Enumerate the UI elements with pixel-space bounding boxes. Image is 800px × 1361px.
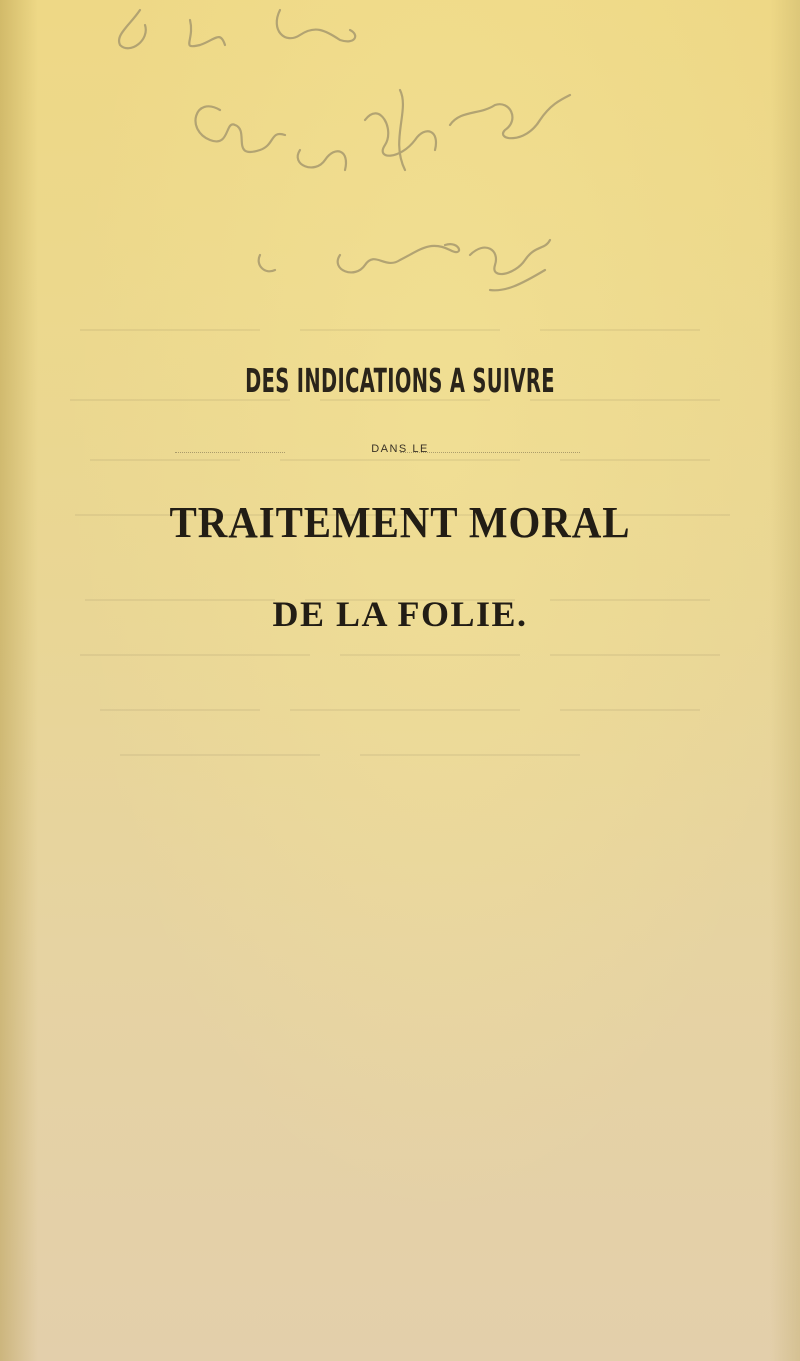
title-line-2: DANS LE <box>371 443 429 455</box>
title-line-3: TRAITEMENT MORAL <box>169 498 631 547</box>
handwritten-signature <box>100 0 600 310</box>
title-line-1: DES INDICATIONS A SUIVRE <box>245 362 555 401</box>
leader-dots-right <box>400 452 580 453</box>
title-line-4: DE LA FOLIE. <box>272 594 528 634</box>
